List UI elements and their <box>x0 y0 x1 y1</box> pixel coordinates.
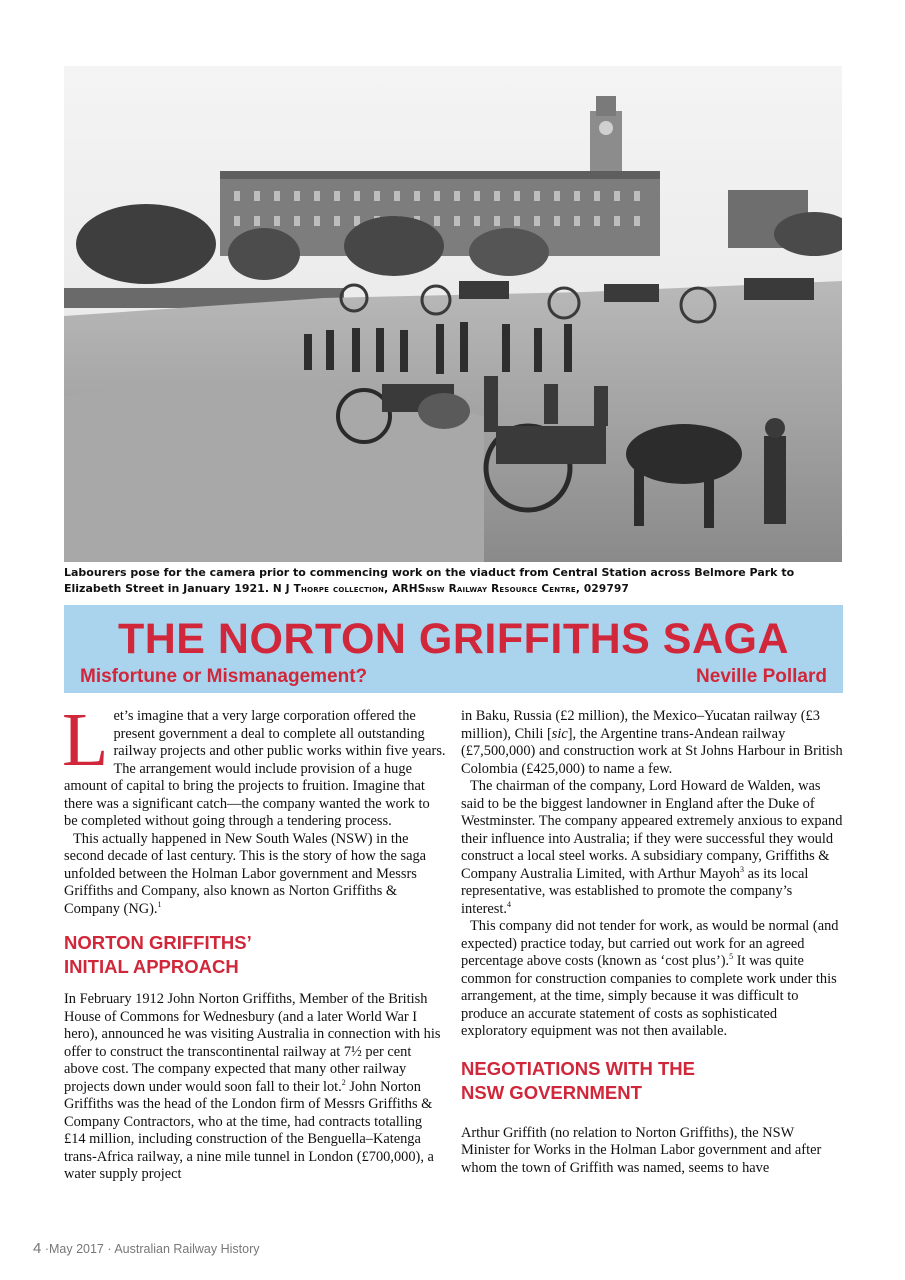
left-column <box>62 698 446 1184</box>
paragraph-intro <box>62 698 446 831</box>
paragraph-intro-text: et’s imagine that a very large corporation offered the present government a deal to complete all outstanding railway projects and other public works within five years. The arrangement would include provision of a huge amount of capital to bring the projects to fruition. Imagine that there was a significant catch—the company wanted the work to be completed without going through a tendering process. <box>64 708 446 829</box>
paragraph-3-continued <box>461 708 843 778</box>
caption-text: Labourers pose for the camera prior to commencing work on the viaduct from Central Station across Belmore Park to Elizabeth Street in January 1921. <box>64 566 795 595</box>
paragraph-4 <box>461 778 843 918</box>
drop-cap: L <box>62 698 109 782</box>
section-heading-negotiations <box>461 1057 843 1105</box>
publication-name: Australian Railway History <box>114 1242 260 1256</box>
section-heading-initial-approach <box>64 931 446 979</box>
paragraph-5a-text: This company did not tender for work, as would be normal (and expected) practice today, but carried out work for an agreed percentage above costs (known as ‘cost plus’). <box>461 918 839 969</box>
issue-date: May 2017 <box>48 1242 104 1256</box>
heading-line: NORTON GRIFFITHS’ <box>64 932 252 953</box>
heading-line: NEGOTIATIONS WITH THE <box>461 1057 695 1079</box>
paragraph-3b-text: John Norton Griffiths was the head of the London firm of Messrs Griffiths & Company Contractors, who at the time, had contracts totalling £14 million, including construction of the Benguella–Katenga trans-Africa railway, a nine mile tunnel in London (£700,000), a water supply project <box>64 1078 434 1182</box>
heading-line: INITIAL APPROACH <box>64 956 239 977</box>
paragraph-5 <box>461 918 843 1041</box>
sic-note: sic <box>551 725 568 742</box>
page-footer <box>33 1240 260 1257</box>
article-author: Neville Pollard <box>696 666 827 687</box>
footnote-ref: 5 <box>729 952 734 962</box>
paragraph-2 <box>64 831 446 919</box>
paragraph-6: Arthur Griffith (no relation to Norton Griffiths), the NSW Minister for Works in the Holman Labor government and after whom the town of Griffith was named, seems to have <box>461 1124 822 1176</box>
title-banner <box>64 605 843 693</box>
footnote-ref: 1 <box>157 899 162 909</box>
page-number: 4 <box>33 1240 42 1257</box>
footer-separator: · <box>103 1242 115 1256</box>
photo-credit: N J Thorpe collection, ARHSnsw Railway Resource Centre, 029797 <box>272 583 629 595</box>
paragraph-3a-text: In February 1912 John Norton Griffiths, Member of the British House of Commons for Wednesbury (and a later World War I hero), announced he was visiting Australia in connection with his offer to construct the transcontinental railway at 7½ per cent above cost. The company expected that many other railway projects down under would soon fall to their lot. <box>64 991 441 1095</box>
paragraph-4b-text: as its local representative, was established to promote the company’s interest. <box>461 865 809 917</box>
footnote-ref: 3 <box>740 864 744 874</box>
right-column <box>461 708 843 1177</box>
historic-photo-icon <box>64 66 842 562</box>
article-title: THE NORTON GRIFFITHS SAGA <box>117 615 790 663</box>
paragraph-2-text: This actually happened in New South Wales (NSW) in the second decade of last century. This is the story of how the saga unfolded between the Holman Labor government and Messrs Griffiths and Company, also known as Norton Griffiths & Company (NG). <box>64 830 427 917</box>
paragraph-5b-text: It was quite common for construction companies to complete work under this arrangement, at the time, simply because it was difficult to produce an accurate statement of costs as sophisticated exploratory equipment was not then available. <box>461 953 837 1039</box>
paragraph-3 <box>64 991 446 1184</box>
historic-photo <box>64 66 842 562</box>
paragraph-3c-text: in Baku, Russia (£2 million), the Mexico–Yucatan railway (£3 million), Chili [ <box>461 708 820 742</box>
paragraph-3c-end: ], the Argentine trans-Andean railway (£7,500,000) and construction work at St Johns Harbour in British Colombia (£425,000) to name a few. <box>461 725 843 777</box>
footnote-ref: 4 <box>506 899 511 909</box>
article-subtitle: Misfortune or Mismanagement? <box>80 666 368 687</box>
photo-caption <box>64 565 844 597</box>
footnote-ref: 2 <box>341 1077 346 1087</box>
paragraph-4a-text: The chairman of the company, Lord Howard de Walden, was said to be the biggest landowner in England after the Duke of Westminster. The company appeared extremely anxious to expand their influence into Australia; if they were successful they would construct a local steel works. A subsidiary company, Griffiths & Company Australia Limited, with Arthur Mayoh <box>461 778 843 882</box>
heading-line: NSW GOVERNMENT <box>461 1081 642 1103</box>
footer-separator: · <box>41 1242 49 1256</box>
